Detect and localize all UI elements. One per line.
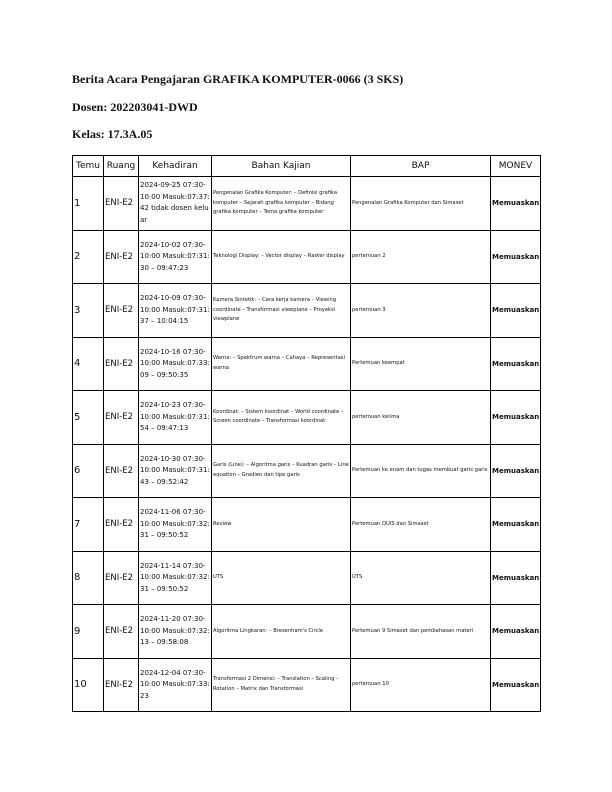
teaching-record-table [72, 155, 541, 712]
table-row [73, 605, 541, 659]
cell-bap: Pertemuan QUIS dan Simaset [351, 498, 491, 552]
cell-kehadiran: 2024-12-04 07:30-10:00 Masuk:07:33:23 [139, 658, 212, 712]
table-row [73, 391, 541, 445]
cell-kehadiran: 2024-11-14 07:30-10:00 Masuk:07:32:31 – 09:50:52 [139, 551, 212, 605]
cell-ruang: ENI-E2 [104, 658, 139, 712]
class-line: Kelas: 17.3A.05 [72, 127, 153, 141]
table-row [73, 230, 541, 284]
cell-temu: 7 [73, 498, 104, 552]
cell-kehadiran: 2024-09-25 07:30-10:00 Masuk:07:37:42 tidak dosen keluar [139, 177, 212, 231]
column-header-ruang: Ruang [104, 156, 139, 177]
cell-ruang: ENI-E2 [104, 498, 139, 552]
cell-monev: Memuaskan [491, 284, 541, 338]
cell-kehadiran: 2024-10-02 07:30-10:00 Masuk:07:31:30 – 09:47:23 [139, 230, 212, 284]
cell-monev: Memuaskan [491, 658, 541, 712]
cell-temu: 2 [73, 230, 104, 284]
table-row [73, 551, 541, 605]
document-title: Berita Acara Pengajaran GRAFIKA KOMPUTER-0066 (3 SKS) [72, 72, 404, 86]
cell-bap: Pertemuan ke enam dan tugas membuat garis garis [351, 444, 491, 498]
cell-temu: 4 [73, 337, 104, 391]
cell-ruang: ENI-E2 [104, 337, 139, 391]
cell-ruang: ENI-E2 [104, 230, 139, 284]
table-header-row [73, 156, 541, 177]
cell-bahan-kajian: Koordinat: – Sistem koordinat – World coordinate – Screen coordinate – Transformasi koordinat [212, 391, 351, 445]
cell-kehadiran: 2024-11-20 07:30-10:00 Masuk:07:32:13 – 09:58:08 [139, 605, 212, 659]
cell-monev: Memuaskan [491, 498, 541, 552]
cell-temu: 6 [73, 444, 104, 498]
column-header-temu: Temu [73, 156, 104, 177]
cell-ruang: ENI-E2 [104, 551, 139, 605]
cell-ruang: ENI-E2 [104, 605, 139, 659]
cell-kehadiran: 2024-10-16 07:30-10:00 Masuk:07:33:09 – 09:50:35 [139, 337, 212, 391]
cell-bap: pertemuan 3 [351, 284, 491, 338]
table-row [73, 177, 541, 231]
cell-bahan-kajian: Algoritma Lingkaran: – Bresenham's Circle [212, 605, 351, 659]
cell-ruang: ENI-E2 [104, 391, 139, 445]
cell-monev: Memuaskan [491, 551, 541, 605]
cell-bahan-kajian: Garis (Line): – Algoritma garis – Kuadran garis – Line equation – Gradien dan tipe garis [212, 444, 351, 498]
cell-bahan-kajian: Kamera Sintetik: – Cara kerja kamera – Viewing coordinate – Transformasi viewplane – Proyeksi viewplane [212, 284, 351, 338]
cell-temu: 9 [73, 605, 104, 659]
column-header-bahan-kajian: Bahan Kajian [212, 156, 351, 177]
cell-bap: pertemuan 2 [351, 230, 491, 284]
cell-bahan-kajian: UTS [212, 551, 351, 605]
cell-ruang: ENI-E2 [104, 177, 139, 231]
cell-monev: Memuaskan [491, 230, 541, 284]
cell-monev: Memuaskan [491, 337, 541, 391]
table-row [73, 284, 541, 338]
cell-bap: Pertemuan 9 Simaset dan pembahasan materi [351, 605, 491, 659]
cell-temu: 10 [73, 658, 104, 712]
cell-bahan-kajian: Warna: – Spektrum warna – Cahaya – Representasi warna [212, 337, 351, 391]
cell-bap: UTS [351, 551, 491, 605]
cell-temu: 1 [73, 177, 104, 231]
cell-kehadiran: 2024-10-09 07:30-10:00 Masuk:07:31:37 – 10:04:15 [139, 284, 212, 338]
cell-ruang: ENI-E2 [104, 444, 139, 498]
cell-bahan-kajian: Teknologi Display: – Vector display – Raster display [212, 230, 351, 284]
cell-temu: 5 [73, 391, 104, 445]
cell-bahan-kajian: Review [212, 498, 351, 552]
table-row [73, 658, 541, 712]
table-row [73, 444, 541, 498]
table-row [73, 498, 541, 552]
cell-ruang: ENI-E2 [104, 284, 139, 338]
cell-monev: Memuaskan [491, 605, 541, 659]
cell-kehadiran: 2024-10-23 07:30-10:00 Masuk:07:31:54 – 09:47:13 [139, 391, 212, 445]
cell-bap: Pengenalan Grafika Komputer dan Simaset [351, 177, 491, 231]
cell-temu: 3 [73, 284, 104, 338]
cell-temu: 8 [73, 551, 104, 605]
cell-bap: Pertemuan keempat [351, 337, 491, 391]
column-header-bap: BAP [351, 156, 491, 177]
cell-bahan-kajian: Transformasi 2 Dimensi: – Translation – Scaling – Rotation – Matrix dan Transformasi [212, 658, 351, 712]
column-header-kehadiran: Kehadiran [139, 156, 212, 177]
cell-bahan-kajian: Pengenalan Grafika Komputer: – Definisi grafika komputer – Sejarah grafika komputer – Bidang grafika komputer – Tema grafika komputer [212, 177, 351, 231]
cell-monev: Memuaskan [491, 177, 541, 231]
cell-bap: pertemuan 10 [351, 658, 491, 712]
cell-monev: Memuaskan [491, 444, 541, 498]
table-row [73, 337, 541, 391]
lecturer-line: Dosen: 202203041-DWD [72, 100, 198, 114]
cell-kehadiran: 2024-11-06 07:30-10:00 Masuk:07:32:31 – 09:50:52 [139, 498, 212, 552]
cell-bap: pertemuan kelima [351, 391, 491, 445]
column-header-monev: MONEV [491, 156, 541, 177]
cell-kehadiran: 2024-10-30 07:30-10:00 Masuk:07:31:43 – 09:52:42 [139, 444, 212, 498]
cell-monev: Memuaskan [491, 391, 541, 445]
